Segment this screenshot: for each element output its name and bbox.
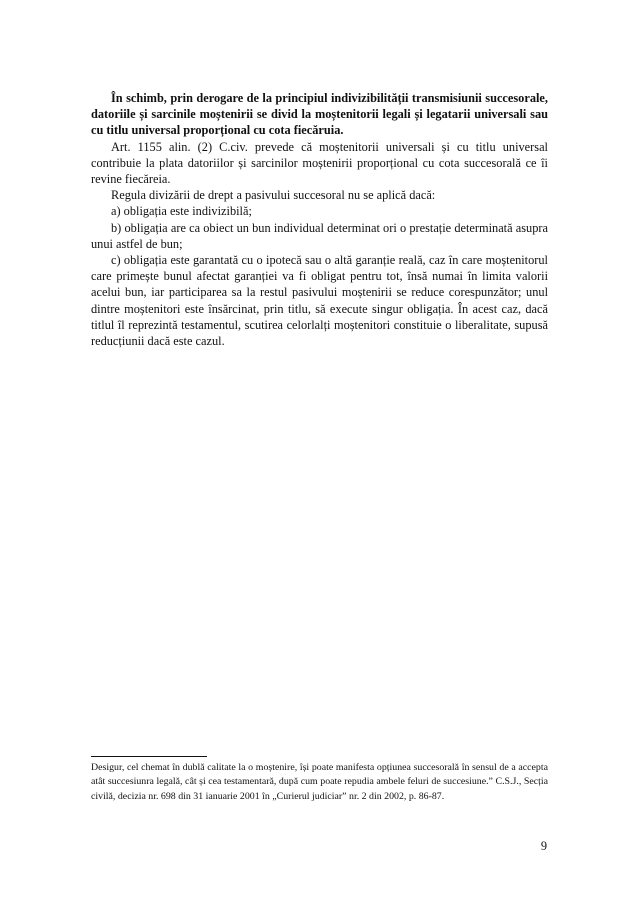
- paragraph-art-1155: Art. 1155 alin. (2) C.civ. prevede că moștenitorii universali și cu titlu universal contribuie la plata datoriilor și sarcinilor moștenirii proporțional cu cota succesorală ce îi revine fiecăreia.: [91, 139, 548, 187]
- footnote-separator: [91, 756, 207, 757]
- list-item-c: c) obligația este garantată cu o ipotecă sau o altă garanție reală, caz în care moștenitorul care primește bunul afectat garanției va fi obligat pentru tot, însă numai în limita valorii acelui bun, iar participarea sa la restul pasivului moștenirii se reduce corespunzător; unul dintre moștenitori este însărcinat, prin titlu, să execute singur obligația. În acest caz, dacă titlul îl reprezintă testamentul, scutirea celorlalți moștenitori constituie o liberalitate, supusă reducțiunii dacă este cazul.: [91, 253, 548, 349]
- page-number: 9: [540, 839, 547, 853]
- paragraph-exceptions-intro: Regula divizării de drept a pasivului succesoral nu se aplică dacă:: [111, 188, 436, 203]
- footnote-text: Desigur, cel chemat în dublă calitate la o moștenire, își poate manifesta opțiunea succesorală în sensul de a accepta atât succesiunra legală, cât și cea testamentară, după cum poate repudia ambele feluri de succesiune.” C.S.J., Secția civilă, decizia nr. 698 din 31 ianuarie 2001 în „Curierul judiciar” nr. 2 din 2002, p. 86-87.: [91, 762, 548, 802]
- paragraph-derogation: În schimb, prin derogare de la principiul indivizibilității transmisiunii succesorale, datoriile și sarcinile moștenirii se divid la moștenitorii legali și legatarii universali sau cu titlu universal proporțional cu cota fiecăruia.: [91, 91, 548, 138]
- list-item-a: a) obligația este indivizibilă;: [111, 204, 252, 219]
- list-item-b: b) obligația are ca obiect un bun individual determinat ori o prestație determinată asupra unui astfel de bun;: [91, 220, 548, 251]
- main-text: [91, 90, 548, 349]
